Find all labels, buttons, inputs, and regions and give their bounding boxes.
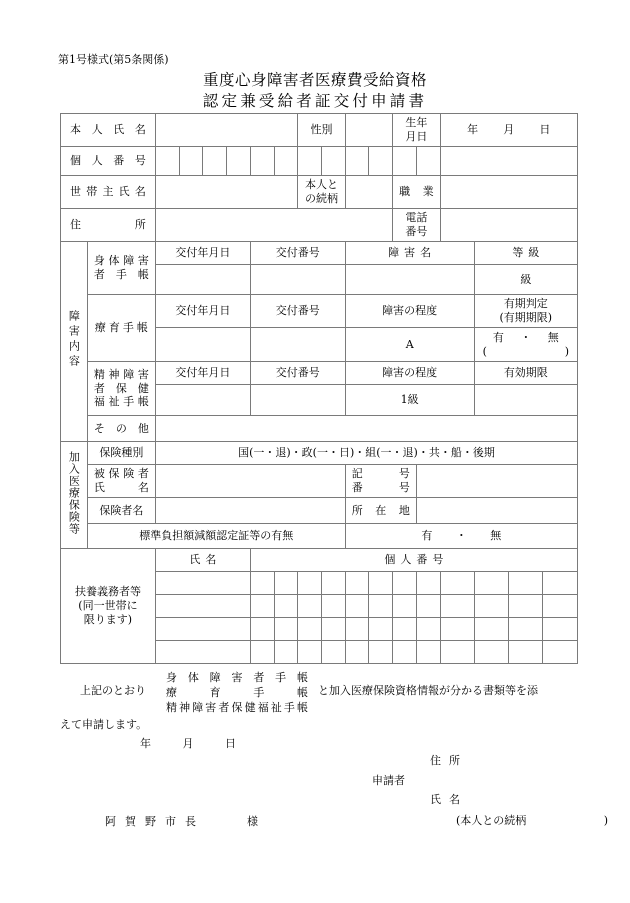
field-gender[interactable] bbox=[345, 114, 392, 147]
col-mental-expiry: 有効期限 bbox=[474, 362, 577, 385]
reduction-sep: ・ bbox=[455, 529, 467, 543]
field-dependent-name-3[interactable] bbox=[155, 618, 250, 641]
col-physical-number: 交付番号 bbox=[250, 242, 345, 265]
reduction-no: 無 bbox=[490, 529, 502, 543]
col-physical-grade: 等級 bbox=[474, 242, 577, 265]
dep1-mynumber-box-9[interactable] bbox=[440, 572, 474, 595]
field-physical-number[interactable] bbox=[250, 265, 345, 295]
col-dependent-name: 氏名 bbox=[155, 549, 250, 572]
addressee-mayor: 阿賀野市長 bbox=[105, 815, 205, 828]
rehab-term-sep: ・ bbox=[520, 330, 532, 344]
label-symbol-number: 記号 番号 bbox=[345, 465, 416, 498]
col-rehab-date: 交付年月日 bbox=[155, 295, 250, 328]
certificate-mental: 精神障害者保健福祉手帳 bbox=[166, 701, 308, 714]
dep1-mynumber-box-11[interactable] bbox=[508, 572, 542, 595]
col-rehab-degree: 障害の程度 bbox=[345, 295, 474, 328]
mynumber-box-6[interactable] bbox=[274, 147, 298, 176]
dep3-mynumber-box-7[interactable] bbox=[393, 618, 417, 641]
field-insurance-type[interactable]: 国(一・退)・政(一・日)・組(一・退)・共・船・後期 bbox=[155, 442, 577, 465]
label-gender: 性別 bbox=[298, 114, 345, 147]
certificate-rehab: 療育手帳 bbox=[166, 686, 308, 699]
dep3-mynumber-box-4[interactable] bbox=[322, 618, 346, 641]
mynumber-box-4[interactable] bbox=[227, 147, 251, 176]
table-row-household-head bbox=[61, 176, 578, 209]
dep4-mynumber-box-4[interactable] bbox=[322, 641, 346, 664]
date-year-unit: 年 bbox=[140, 737, 151, 750]
birth-day-unit: 日 bbox=[539, 123, 551, 137]
label-address: 住所 bbox=[61, 209, 156, 242]
field-physical-date[interactable] bbox=[155, 265, 250, 295]
table-row-mental-header bbox=[61, 362, 578, 385]
label-relation: 本人と の続柄 bbox=[298, 176, 345, 209]
declaration-section bbox=[60, 668, 608, 828]
dep1-mynumber-box-6[interactable] bbox=[369, 572, 393, 595]
label-rehab-book: 療育手帳 bbox=[87, 295, 155, 362]
dep2-mynumber-box-8[interactable] bbox=[416, 595, 440, 618]
table-row-dependents-header bbox=[61, 549, 578, 572]
applicant-relation bbox=[456, 815, 608, 826]
dep2-mynumber-box-10[interactable] bbox=[474, 595, 508, 618]
dep1-mynumber-box-12[interactable] bbox=[542, 572, 577, 595]
mynumber-box-5[interactable] bbox=[250, 147, 274, 176]
dep3-mynumber-box-3[interactable] bbox=[298, 618, 322, 641]
dep2-mynumber-box-6[interactable] bbox=[369, 595, 393, 618]
declaration-second-line: えて申請します。 bbox=[60, 718, 148, 731]
label-mynumber: 個人番号 bbox=[61, 147, 156, 176]
dep1-mynumber-box-4[interactable] bbox=[322, 572, 346, 595]
dep3-mynumber-box-9[interactable] bbox=[440, 618, 474, 641]
dep2-mynumber-box-3[interactable] bbox=[298, 595, 322, 618]
dep3-mynumber-box-2[interactable] bbox=[274, 618, 298, 641]
mynumber-box-1[interactable] bbox=[155, 147, 179, 176]
field-rehab-date[interactable] bbox=[155, 328, 250, 362]
table-row-insurer bbox=[61, 498, 578, 524]
date-day-unit: 日 bbox=[225, 737, 236, 750]
mynumber-box-12[interactable] bbox=[416, 147, 440, 176]
dep2-mynumber-box-5[interactable] bbox=[345, 595, 369, 618]
dep1-mynumber-box-3[interactable] bbox=[298, 572, 322, 595]
label-physical-book: 身体障害 者手帳 bbox=[87, 242, 155, 295]
field-dependent-name-1[interactable] bbox=[155, 572, 250, 595]
dep4-mynumber-box-8[interactable] bbox=[416, 641, 440, 664]
label-insurer: 保険者名 bbox=[87, 498, 155, 524]
dep4-mynumber-box-6[interactable] bbox=[369, 641, 393, 664]
table-row-physical-header bbox=[61, 242, 578, 265]
dep2-mynumber-box-9[interactable] bbox=[440, 595, 474, 618]
field-insured-person[interactable] bbox=[155, 465, 345, 498]
declaration-statement bbox=[60, 668, 580, 715]
dep1-mynumber-box-2[interactable] bbox=[274, 572, 298, 595]
birth-year-unit: 年 bbox=[467, 123, 479, 137]
title-line-2: 認定兼受給者証交付申請書 bbox=[202, 92, 428, 110]
dep4-mynumber-box-2[interactable] bbox=[274, 641, 298, 664]
mynumber-box-3[interactable] bbox=[203, 147, 227, 176]
col-rehab-term: 有期判定 (有期期限) bbox=[474, 295, 577, 328]
col-mental-degree: 障害の程度 bbox=[345, 362, 474, 385]
dep3-mynumber-box-10[interactable] bbox=[474, 618, 508, 641]
table-row-applicant-name bbox=[61, 114, 578, 147]
field-relation[interactable] bbox=[345, 176, 392, 209]
table-row-mynumber bbox=[61, 147, 578, 176]
dep1-mynumber-box-7[interactable] bbox=[393, 572, 417, 595]
mynumber-box-9[interactable] bbox=[345, 147, 369, 176]
dep3-mynumber-box-6[interactable] bbox=[369, 618, 393, 641]
col-dependent-mynumber: 個人番号 bbox=[250, 549, 577, 572]
field-mental-date[interactable] bbox=[155, 385, 250, 416]
certificate-physical: 身体障害者手帳 bbox=[166, 671, 308, 684]
dep2-mynumber-box-12[interactable] bbox=[542, 595, 577, 618]
dep2-mynumber-box-11[interactable] bbox=[508, 595, 542, 618]
mynumber-box-7[interactable] bbox=[298, 147, 322, 176]
dep2-mynumber-box-7[interactable] bbox=[393, 595, 417, 618]
application-table bbox=[60, 113, 578, 664]
dep4-mynumber-box-10[interactable] bbox=[474, 641, 508, 664]
field-physical-name[interactable] bbox=[345, 265, 474, 295]
dep4-mynumber-box-1[interactable] bbox=[250, 641, 274, 664]
field-phone[interactable] bbox=[440, 209, 577, 242]
field-dependent-name-4[interactable] bbox=[155, 641, 250, 664]
dep4-mynumber-box-11[interactable] bbox=[508, 641, 542, 664]
label-other: その他 bbox=[87, 416, 155, 442]
table-row-other bbox=[61, 416, 578, 442]
mynumber-tail bbox=[440, 147, 577, 176]
label-insurer-location: 所在地 bbox=[345, 498, 416, 524]
field-mental-expiry[interactable] bbox=[474, 385, 577, 416]
certificate-list bbox=[166, 670, 308, 715]
date-month-unit: 月 bbox=[182, 737, 194, 750]
label-person-name: 本人氏名 bbox=[61, 114, 156, 147]
dep3-mynumber-box-1[interactable] bbox=[250, 618, 274, 641]
field-address[interactable] bbox=[155, 209, 392, 242]
label-disability-section: 障害内容 bbox=[61, 242, 88, 442]
field-physical-grade[interactable]: 級 bbox=[474, 265, 577, 295]
applicant-name-label: 氏名 bbox=[430, 793, 468, 806]
label-insured-person: 被保険者 氏名 bbox=[87, 465, 155, 498]
col-physical-date: 交付年月日 bbox=[155, 242, 250, 265]
label-birthdate: 生年 月日 bbox=[393, 114, 440, 147]
dep2-mynumber-box-1[interactable] bbox=[250, 595, 274, 618]
field-household-head[interactable] bbox=[155, 176, 297, 209]
reduction-yes: 有 bbox=[421, 529, 433, 543]
dep2-mynumber-box-2[interactable] bbox=[274, 595, 298, 618]
dep2-mynumber-box-4[interactable] bbox=[322, 595, 346, 618]
birth-month-unit: 月 bbox=[503, 123, 515, 137]
dep4-mynumber-box-3[interactable] bbox=[298, 641, 322, 664]
dep1-mynumber-box-5[interactable] bbox=[345, 572, 369, 595]
label-insurance-section: 加入医療保険等 bbox=[61, 442, 88, 549]
field-mental-degree[interactable]: 1級 bbox=[345, 385, 474, 416]
col-physical-name: 障害名 bbox=[345, 242, 474, 265]
dep4-mynumber-box-9[interactable] bbox=[440, 641, 474, 664]
dep4-mynumber-box-12[interactable] bbox=[542, 641, 577, 664]
table-row-rehab-header bbox=[61, 295, 578, 328]
label-reduction-cert: 標準負担額減額認定証等の有無 bbox=[87, 524, 345, 549]
mynumber-box-11[interactable] bbox=[393, 147, 417, 176]
dep3-mynumber-box-11[interactable] bbox=[508, 618, 542, 641]
field-mental-number[interactable] bbox=[250, 385, 345, 416]
dep1-mynumber-box-10[interactable] bbox=[474, 572, 508, 595]
rehab-term-no: 無 bbox=[547, 330, 559, 344]
col-rehab-number: 交付番号 bbox=[250, 295, 345, 328]
label-insurance-type: 保険種別 bbox=[87, 442, 155, 465]
dep3-mynumber-box-5[interactable] bbox=[345, 618, 369, 641]
dep1-mynumber-box-1[interactable] bbox=[250, 572, 274, 595]
document-title bbox=[0, 70, 630, 112]
field-insurer[interactable] bbox=[155, 498, 345, 524]
rehab-paren-close: ) bbox=[564, 344, 569, 358]
form-number: 第1号様式(第5条関係) bbox=[58, 53, 169, 66]
application-date[interactable] bbox=[140, 738, 264, 749]
col-mental-number: 交付番号 bbox=[250, 362, 345, 385]
field-reduction-cert[interactable] bbox=[345, 524, 577, 549]
rehab-term-yes: 有 bbox=[492, 330, 504, 344]
table-row-insured-person bbox=[61, 465, 578, 498]
label-phone: 電話 番号 bbox=[393, 209, 440, 242]
dep3-mynumber-box-8[interactable] bbox=[416, 618, 440, 641]
table-row-address bbox=[61, 209, 578, 242]
dep1-mynumber-box-8[interactable] bbox=[416, 572, 440, 595]
table-row-reduction-cert bbox=[61, 524, 578, 549]
addressee-line bbox=[105, 816, 258, 827]
field-rehab-degree[interactable]: A bbox=[345, 328, 474, 362]
applicant-relation-text: (本人との続柄 bbox=[456, 814, 527, 827]
declaration-tail: と加入医療保険資格情報が分かる書類等を添 bbox=[318, 684, 538, 697]
label-mental-book: 精神障害 者保健 福祉手帳 bbox=[87, 362, 155, 416]
mynumber-box-2[interactable] bbox=[179, 147, 203, 176]
field-insurer-location[interactable] bbox=[416, 498, 577, 524]
addressee-honorific: 様 bbox=[247, 815, 258, 828]
field-other[interactable] bbox=[155, 416, 577, 442]
field-symbol-number[interactable] bbox=[416, 465, 577, 498]
label-dependents: 扶養義務者等 (同一世帯に 限ります) bbox=[61, 549, 156, 664]
table-row-insurance-type bbox=[61, 442, 578, 465]
applicant-address-label: 住所 bbox=[430, 754, 468, 767]
field-rehab-number[interactable] bbox=[250, 328, 345, 362]
rehab-paren-open: ( bbox=[482, 344, 487, 358]
col-mental-date: 交付年月日 bbox=[155, 362, 250, 385]
declaration-lead: 上記のとおり bbox=[80, 684, 146, 697]
label-household-head: 世帯主氏名 bbox=[61, 176, 156, 209]
mynumber-box-10[interactable] bbox=[369, 147, 393, 176]
field-occupation[interactable] bbox=[440, 176, 577, 209]
field-dependent-name-2[interactable] bbox=[155, 595, 250, 618]
dep3-mynumber-box-12[interactable] bbox=[542, 618, 577, 641]
applicant-label: 申請者 bbox=[372, 774, 405, 787]
mynumber-box-8[interactable] bbox=[322, 147, 346, 176]
field-rehab-term[interactable] bbox=[474, 328, 577, 362]
applicant-block bbox=[372, 753, 608, 827]
dep4-mynumber-box-5[interactable] bbox=[345, 641, 369, 664]
title-line-1: 重度心身障害者医療費受給資格 bbox=[202, 71, 427, 89]
label-occupation: 職業 bbox=[393, 176, 440, 209]
field-birthdate[interactable] bbox=[440, 114, 577, 147]
field-person-name[interactable] bbox=[155, 114, 297, 147]
dep4-mynumber-box-7[interactable] bbox=[393, 641, 417, 664]
applicant-relation-close: ) bbox=[603, 814, 608, 827]
